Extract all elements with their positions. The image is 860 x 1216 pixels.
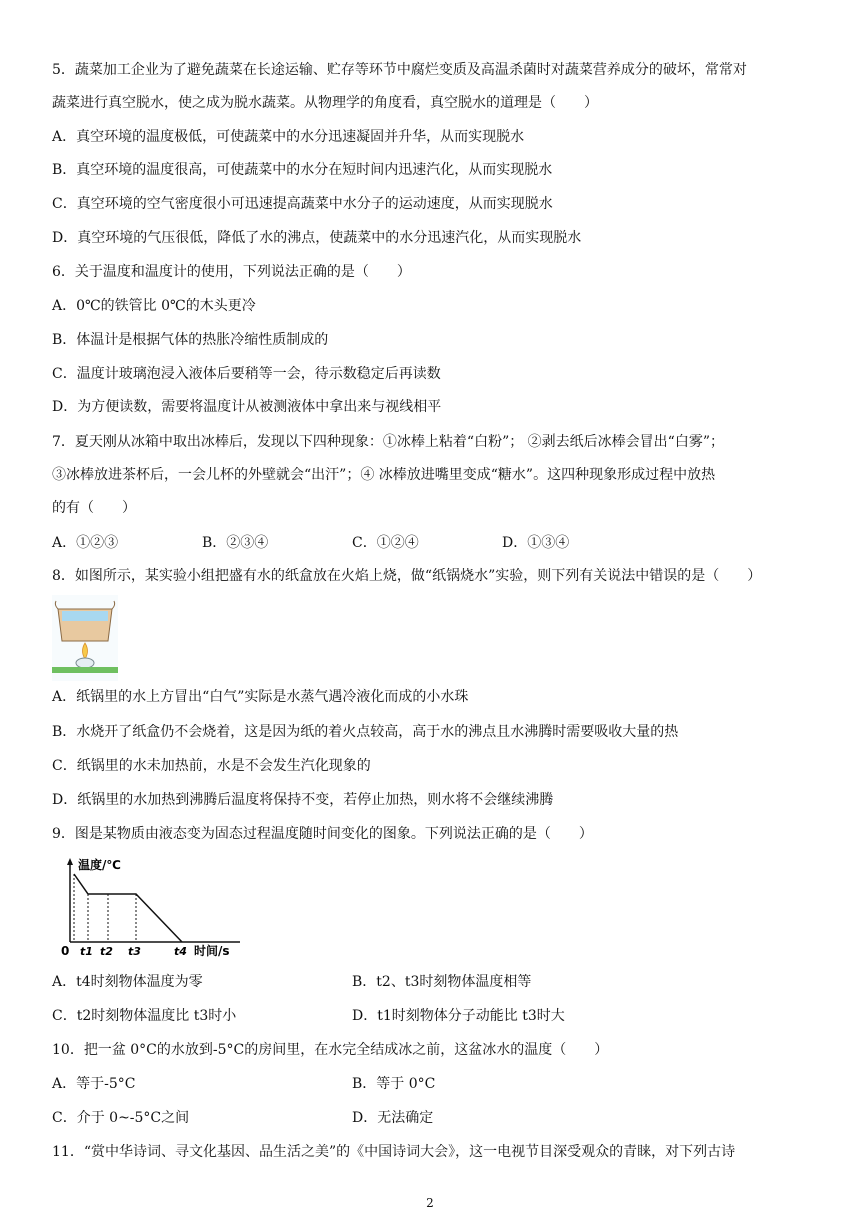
origin-label: 0 xyxy=(61,944,70,958)
q9-option-a: A．t4时刻物体温度为零 xyxy=(52,974,203,990)
q10-option-d: D．无法确定 xyxy=(352,1110,434,1126)
tick-t3: t3 xyxy=(128,945,141,958)
q7-stem-line2: ③冰棒放进茶杯后，一会儿杯的外壁就会“出汗”；④ 冰棒放进嘴里变成“糖水”。这四种现象形成过程中放热 xyxy=(52,467,716,483)
q5-option-d: D．真空环境的气压很低，降低了水的沸点，使蔬菜中的水分迅速汽化，从而实现脱水 xyxy=(52,230,582,246)
q10-stem: 10．把一盆 0°C的水放到-5°C的房间里，在水完全结成冰之前，这盆冰水的温度（ ） xyxy=(52,1042,609,1058)
q10-option-a: A．等于-5°C xyxy=(52,1076,136,1092)
tick-t2: t2 xyxy=(100,945,113,958)
q7-option-b: B．②③④ xyxy=(202,535,269,551)
water-surface xyxy=(62,611,108,621)
q5-stem-line1: 5．蔬菜加工企业为了避免蔬菜在长途运输、贮存等环节中腐烂变质及高温杀菌时对蔬菜营养成分的破坏，常常对 xyxy=(52,62,747,78)
y-axis-arrow xyxy=(67,858,73,865)
q11-stem: 11．“赏中华诗词、寻文化基因、品生活之美”的《中国诗词大会》，这一电视节目深受观众的青睐，对下列古诗 xyxy=(52,1144,736,1160)
table-surface xyxy=(52,667,118,673)
cooling-curve xyxy=(74,874,182,942)
q6-option-d: D．为方便读数，需要将温度计从被测液体中拿出来与视线相平 xyxy=(52,399,442,415)
q6-stem: 6．关于温度和温度计的使用，下列说法正确的是（ ） xyxy=(52,264,411,280)
q5-option-c: C．真空环境的空气密度很小可迅速提高蔬菜中水分子的运动速度，从而实现脱水 xyxy=(52,196,553,212)
y-axis-label: 温度/℃ xyxy=(78,858,121,872)
q9-stem: 9．图是某物质由液态变为固态过程温度随时间变化的图象。下列说法正确的是（ ） xyxy=(52,826,593,842)
q8-option-a: A．纸锅里的水上方冒出“白气”实际是水蒸气遇冷液化而成的小水珠 xyxy=(52,689,469,705)
q6-option-c: C．温度计玻璃泡浸入液体后要稍等一会，待示数稳定后再读数 xyxy=(52,366,441,382)
q9-option-d: D．t1时刻物体分子动能比 t3时大 xyxy=(352,1008,565,1024)
page-number: 2 xyxy=(426,1196,434,1210)
q10-option-c: C．介于 0~-5°C之间 xyxy=(52,1110,190,1126)
q7-stem-line1: 7．夏天刚从冰箱中取出冰棒后，发现以下四种现象：①冰棒上粘着“白粉”； ②剥去纸后冰棒会冒出“白雾”； xyxy=(52,434,724,450)
q6-option-b: B．体温计是根据气体的热胀冷缩性质制成的 xyxy=(52,332,329,348)
q8-option-c: C．纸锅里的水未加热前，水是不会发生汽化现象的 xyxy=(52,758,371,774)
x-axis-label: 时间/s xyxy=(194,944,230,958)
q9-option-c: C．t2时刻物体温度比 t3时小 xyxy=(52,1008,237,1024)
q7-option-d: D．①③④ xyxy=(502,535,570,551)
q7-option-a: A．①②③ xyxy=(52,535,119,551)
q9-option-b: B．t2、t3时刻物体温度相等 xyxy=(352,974,532,990)
q8-option-d: D．纸锅里的水加热到沸腾后温度将保持不变，若停止加热，则水将不会继续沸腾 xyxy=(52,792,554,808)
q5-option-b: B．真空环境的温度很高，可使蔬菜中的水分在短时间内迅速汽化，从而实现脱水 xyxy=(52,162,553,178)
q6-option-a: A．0℃的铁管比 0℃的木头更冷 xyxy=(52,298,256,314)
q7-stem-line3: 的有（ ） xyxy=(52,500,136,516)
paper-pot-figure xyxy=(52,595,118,681)
alcohol-lamp xyxy=(76,658,94,668)
temperature-time-graph xyxy=(58,856,248,960)
tick-t4: t4 xyxy=(174,945,187,958)
q5-stem-line2: 蔬菜进行真空脱水，使之成为脱水蔬菜。从物理学的角度看，真空脱水的道理是（ ） xyxy=(52,95,598,111)
q7-option-c: C．①②④ xyxy=(352,535,419,551)
tick-t1: t1 xyxy=(80,945,93,958)
q8-stem: 8．如图所示，某实验小组把盛有水的纸盒放在火焰上烧，做“纸锅烧水”实验，则下列有关说法中错误的是（ ） xyxy=(52,568,762,584)
q8-option-b: B．水烧开了纸盒仍不会烧着，这是因为纸的着火点较高，高于水的沸点且水沸腾时需要吸收大量的热 xyxy=(52,724,679,740)
q10-option-b: B．等于 0°C xyxy=(352,1076,436,1092)
q5-option-a: A．真空环境的温度极低，可使蔬菜中的水分迅速凝固并升华，从而实现脱水 xyxy=(52,129,525,145)
